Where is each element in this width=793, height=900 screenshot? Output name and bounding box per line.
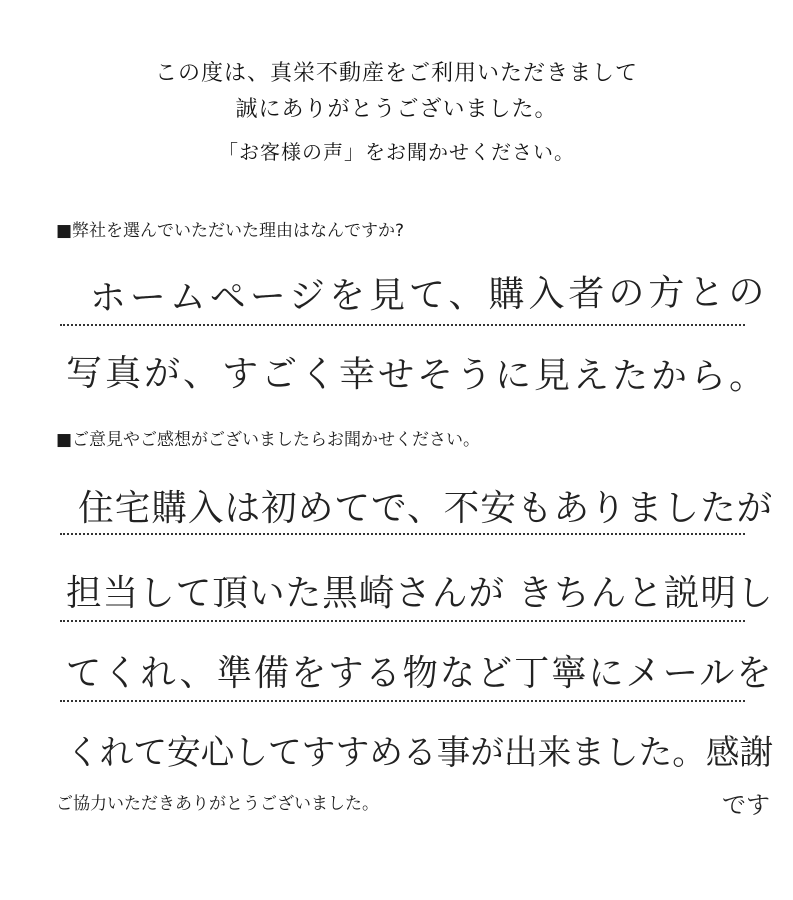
- header-line-3: 「お客様の声」をお聞かせください。: [218, 140, 575, 164]
- answer1-line-2: 写真が、すごく幸せそうに見えたから。: [66, 353, 769, 398]
- dotted-rule: [60, 620, 745, 622]
- answer2-line-4: くれて安心してすすめる事が出来ました。感謝: [66, 733, 774, 773]
- header-line-1: この度は、真栄不動産をご利用いただきまして: [154, 61, 638, 86]
- answer2-line-1: 住宅購入は初めてで、不安もありましたが: [78, 488, 774, 529]
- header-line-2: 誠にありがとうございました。: [235, 97, 558, 122]
- answer2-line-3: てくれ、準備をする物など丁寧にメールを: [66, 653, 774, 694]
- answer1-line-1: ホームページを見て、購入者の方との: [89, 272, 769, 320]
- answer2-trailing: です: [722, 791, 770, 819]
- answer2-line-2: 担当して頂いた黒崎さんが きちんと説明し: [66, 573, 774, 614]
- section2-heading: ■ご意見やご感想がございましたらお聞かせください。: [56, 430, 481, 450]
- dotted-rule: [60, 533, 745, 535]
- dotted-rule: [60, 700, 745, 702]
- section1-heading: ■弊社を選んでいただいた理由はなんですか?: [56, 221, 405, 241]
- dotted-rule: [60, 324, 745, 326]
- closing-text: ご協力いただきありがとうございました。: [56, 794, 379, 814]
